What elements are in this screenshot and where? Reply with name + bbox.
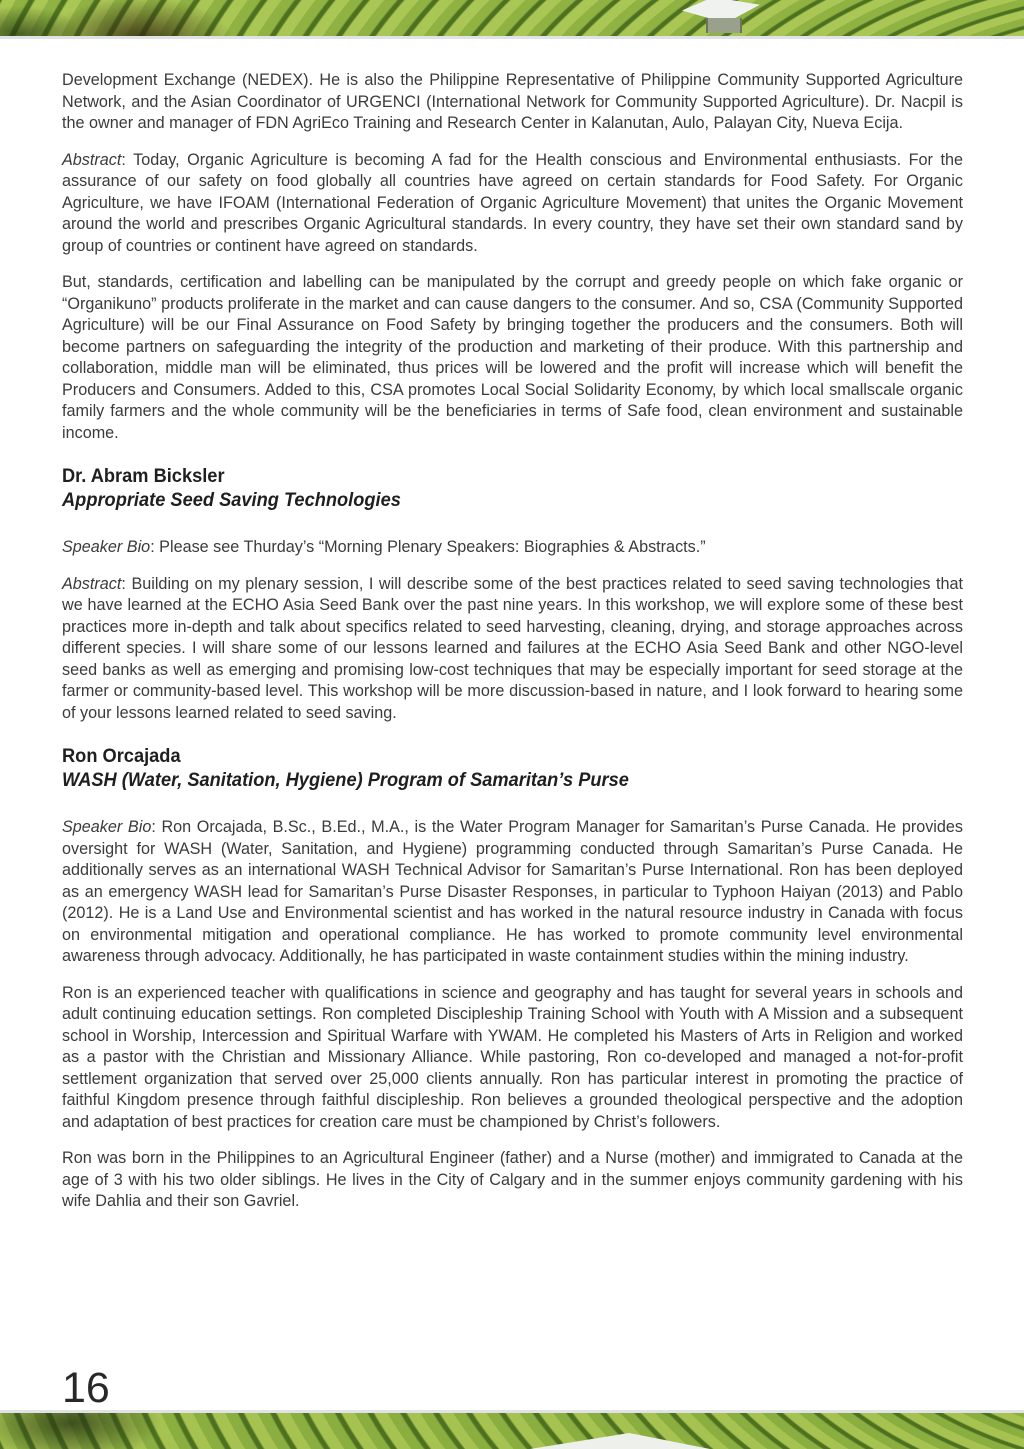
rice-terraces-art xyxy=(0,1413,1024,1449)
page-number: 16 xyxy=(62,1364,110,1412)
paragraph-csa: But, standards, certification and labelling can be manipulated by the corrupt and greedy people on which fake organic or “Organikuno” products proliferate in the market and can cause dangers to the consumer. And so, CSA (Community Supported Agriculture) will be our Final Assurance on Food Safety by bringing together the producers and the consumers. Both will become partners on safeguarding the integrity of the production and marketing of their produce. With this partnership and collaboration, middle man will be eliminated, thus prices will be lowered and the profit will increase which will benefit the Producers and Consumers. Added to this, CSA promotes Local Social Solidarity Economy, by which local smallscale organic family farmers and the whole community will be the beneficiaries in terms of Safe food, clean environment and sustainable income. xyxy=(62,273,963,442)
speaker-topic: Appropriate Seed Saving Technologies xyxy=(62,490,401,511)
speaker-heading-bicksler xyxy=(62,465,963,513)
speaker-name: Dr. Abram Bicksler xyxy=(62,466,225,487)
page-content xyxy=(62,70,963,1228)
paragraph-nedex-continuation: Development Exchange (NEDEX). He is also the Philippine Representative of Philippine Community Supported Agriculture Network, and the Asian Coordinator of URGENCI (International Network for Community Supported Agriculture). Dr. Nacpil is the owner and manager of FDN AgriEco Training and Research Center in Kalanutan, Aulo, Palayan City, Nueva Ecija. xyxy=(62,71,963,132)
speaker-topic: WASH (Water, Sanitation, Hygiene) Program of Samaritan’s Purse xyxy=(62,770,629,791)
rice-terraces-art xyxy=(0,0,1024,36)
speaker-name: Ron Orcajada xyxy=(62,746,181,767)
paragraph-orcajada-bio-3: Ron was born in the Philippines to an Agricultural Engineer (father) and a Nurse (mother) and immigrated to Canada at the age of 3 with his two older siblings. He lives in the City of Calgary and in the summer enjoys community gardening with his wife Dahlia and their son Gavriel. xyxy=(62,1149,963,1210)
speaker-bio-label: Speaker Bio xyxy=(62,818,152,836)
speaker-heading-orcajada xyxy=(62,745,963,793)
hut-body-icon xyxy=(706,18,742,33)
abstract-text: : Building on my plenary session, I will describe some of the best practices related to seed saving technologies that we have learned at the ECHO Asia Seed Bank over the past nine years. In this workshop, we will explore some of these best practices more in-depth and talk about specifics related to seed harvesting, cleaning, drying, and storage approaches across different species. I will share some of our lessons learned and failures at the ECHO Asia Seed Bank and other NGO-level seed banks as well as emerging and promising low-cost techniques that may be especially important for seed storage at the farmer or community-based level. This workshop will be more discussion-based in nature, and I look forward to hearing some of your lessons learned related to seed saving. xyxy=(62,574,963,722)
abstract-text: : Today, Organic Agriculture is becoming A fad for the Health conscious and Environmental enthusiasts. For the assurance of our safety on food globally all countries have agreed on certain standards for Food Safety. For Organic Agriculture, we have IFOAM (International Federation of Organic Agriculture Movement) that unites the Organic Movement around the world and prescribes Organic Agricultural standards. In every country, they have set their own standard sand by group of countries or continent have agreed on standards. xyxy=(62,150,963,255)
paragraph-bicksler-bio xyxy=(62,537,963,559)
paragraph-bicksler-abstract xyxy=(62,574,963,725)
speaker-bio-text: : Please see Thurday’s “Morning Plenary Speakers: Biographies & Abstracts.” xyxy=(150,538,706,556)
speaker-bio-text: : Ron Orcajada, B.Sc., B.Ed., M.A., is the Water Program Manager for Samaritan’s Purse Canada. He provides oversight for WASH (Water, Sanitation, and Hygiene) programming conducted through Samaritan’s Purse Canada. He additionally serves as an international WASH Technical Advisor for Samaritan’s Purse International. Ron has been deployed as an emergency WASH lead for Samaritan’s Purse Disaster Responses, in particular to Typhoon Haiyan (2013) and Pablo (2012). He is a Land Use and Environmental scientist and has worked in the natural resource industry in Canada with focus on environmental mitigation and operational compliance. He has worked to promote community level environmental awareness through advocacy. Additionally, he has participated in waste containment studies within the mining industry. xyxy=(62,818,964,965)
abstract-label: Abstract xyxy=(62,150,122,169)
speaker-bio-label: Speaker Bio xyxy=(62,538,151,556)
hut-icon xyxy=(676,0,768,37)
paragraph-nacpil-abstract xyxy=(62,150,963,258)
abstract-label: Abstract xyxy=(62,574,122,593)
header-rice-terraces-image xyxy=(0,0,1024,39)
footer-rice-terraces-image xyxy=(0,1410,1024,1449)
paragraph-orcajada-bio xyxy=(62,817,963,968)
paragraph-orcajada-bio-2: Ron is an experienced teacher with qualifications in science and geography and has taught for several years in schools and adult continuing education settings. Ron completed Discipleship Training School with Youth with A Mission and a subsequent school in Worship, Intercession and Spiritual Warfare with YWAM. He completed his Masters of Arts in Religion and worked as a pastor with the Christian and Missionary Alliance. While pastoring, Ron co-developed and managed a not-for-profit settlement organization that served over 25,000 clients annually. Ron has particular interest in promoting the practice of faithful Kingdom presence through faithful discipleship. Ron believes a grounded theological perspective and the adoption and adaptation of best practices for creation care must be championed by Christ’s followers. xyxy=(62,983,963,1131)
